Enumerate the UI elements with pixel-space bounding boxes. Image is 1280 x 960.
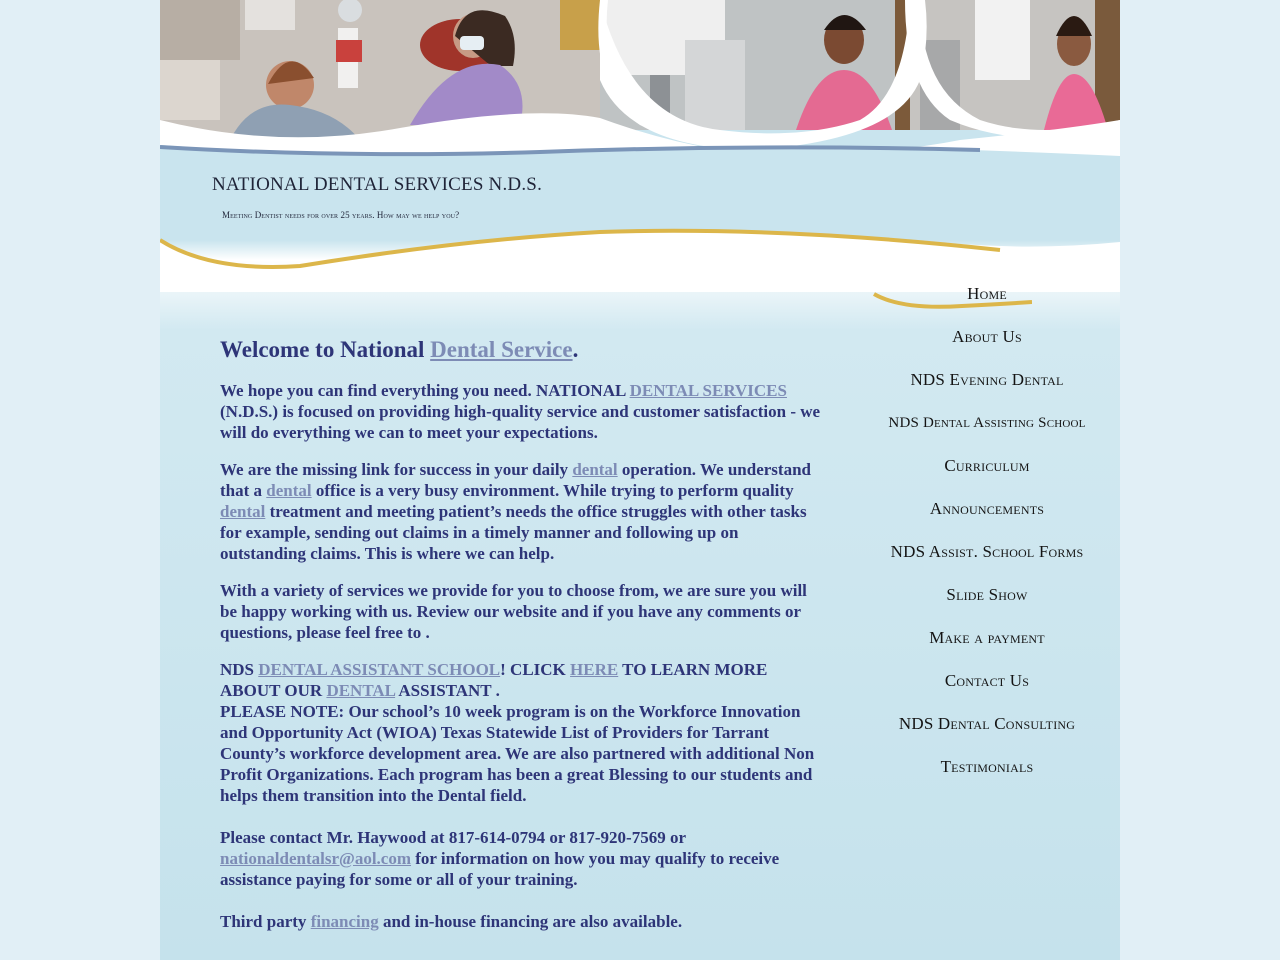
- missing-link-paragraph: [220, 459, 825, 564]
- main-content: [220, 336, 825, 948]
- nav-item-dental-assisting-school[interactable]: [868, 409, 1106, 452]
- dental-services-link[interactable]: DENTAL SERVICES: [629, 381, 787, 400]
- email-link[interactable]: nationaldentalsr@aol.com: [220, 849, 412, 868]
- nav-label: NDS Evening Dental: [910, 370, 1064, 389]
- nav-item-curriculum[interactable]: [868, 452, 1106, 495]
- site-title: NATIONAL DENTAL SERVICES N.D.S.: [212, 174, 543, 195]
- dental-service-link[interactable]: Dental Service: [430, 337, 573, 362]
- nav-item-testimonials[interactable]: [868, 753, 1106, 796]
- nav-label: About Us: [952, 327, 1022, 346]
- missing-link-text: office is a very busy environment. While trying to perform quality: [311, 481, 794, 500]
- missing-link-text: treatment and meeting patient’s needs the office struggles with other tasks for example, sending out claims in a timely manner and following up on outstanding claims. This is where we can help.: [220, 502, 807, 563]
- nav-label: Slide Show: [946, 585, 1028, 604]
- wioa-note: PLEASE NOTE: Our school’s 10 week program is on the Workforce Innovation and Opportunity Act (WIOA) Texas Statewide List of Providers for Tarrant County’s workforce development area. We are also partnered with additional Non Profit Organizations. Each program has been a great Blessing to our students and helps them transition into the Dental field.: [220, 702, 815, 805]
- school-text: ASSISTANT .: [395, 681, 500, 700]
- main-navigation: [868, 280, 1106, 796]
- nav-label: Contact Us: [944, 671, 1030, 690]
- school-text: ! CLICK: [500, 660, 571, 679]
- nav-item-announcements[interactable]: [868, 495, 1106, 538]
- missing-link-text: operation. We understand that a: [220, 460, 811, 500]
- school-text: TO LEARN MORE ABOUT OUR: [220, 660, 768, 700]
- nav-label: NDS Dental Assisting School: [888, 415, 1086, 431]
- active-swoosh-icon: [872, 284, 1032, 312]
- nav-label: Make a payment: [929, 628, 1045, 647]
- nav-item-contact-us[interactable]: [868, 667, 1106, 710]
- school-text: NDS: [220, 660, 259, 679]
- nav-item-evening-dental[interactable]: [868, 366, 1106, 409]
- nav-label: Announcements: [929, 499, 1045, 518]
- intro-paragraph: [220, 380, 825, 443]
- financing-link[interactable]: financing: [310, 912, 379, 931]
- dental-link[interactable]: DENTAL: [326, 681, 396, 700]
- contact-text: for information on how you may qualify to receive assistance paying for some or all of your training.: [220, 849, 780, 889]
- here-link[interactable]: HERE: [570, 660, 619, 679]
- header-photo-collage: [160, 0, 1120, 160]
- dental-assistant-school-link[interactable]: DENTAL ASSISTANT SCHOOL: [258, 660, 501, 679]
- dental-link[interactable]: dental: [572, 460, 618, 479]
- contact-text: Please contact Mr. Haywood at 817-614-0794 or 817-920-7569 or: [220, 828, 686, 847]
- dental-link[interactable]: dental: [266, 481, 312, 500]
- nav-label: NDS Assist. School Forms: [890, 542, 1084, 561]
- nav-item-about-us[interactable]: [868, 323, 1106, 366]
- welcome-heading-suffix: .: [572, 337, 579, 362]
- financing-paragraph: [220, 911, 825, 932]
- nav-label: NDS Dental Consulting: [898, 714, 1076, 733]
- nav-label: Home: [967, 284, 1007, 303]
- welcome-heading: [220, 336, 825, 364]
- contact-paragraph: [220, 827, 825, 890]
- nav-item-dental-consulting[interactable]: [868, 710, 1106, 753]
- financing-text: Third party: [220, 912, 311, 931]
- intro-text-continued: (N.D.S.) is focused on providing high-quality service and customer satisfaction - we will do everything we can to meet your expectations.: [220, 402, 821, 442]
- nav-item-school-forms[interactable]: [868, 538, 1106, 581]
- dental-link[interactable]: dental: [220, 502, 266, 521]
- welcome-heading-text: Welcome to National: [220, 337, 431, 362]
- services-paragraph: With a variety of services we provide for you to choose from, we are sure you will be happy working with us. Review our website and if you have any comments or questions, please feel free to .: [220, 581, 807, 642]
- school-paragraph: [220, 659, 825, 806]
- missing-link-text: We are the missing link for success in your daily: [220, 460, 573, 479]
- site-tagline: Meeting Dentist needs for over 25 years. How may we help you?: [222, 210, 460, 220]
- nav-item-home[interactable]: [868, 280, 1106, 323]
- nav-label: Testimonials: [940, 757, 1034, 776]
- financing-text: and in-house financing are also available.: [378, 912, 683, 931]
- intro-text: We hope you can find everything you need. NATIONAL: [220, 381, 630, 400]
- nav-item-slide-show[interactable]: [868, 581, 1106, 624]
- nav-label: Curriculum: [944, 456, 1030, 475]
- nav-item-make-payment[interactable]: [868, 624, 1106, 667]
- page-container: [160, 0, 1120, 960]
